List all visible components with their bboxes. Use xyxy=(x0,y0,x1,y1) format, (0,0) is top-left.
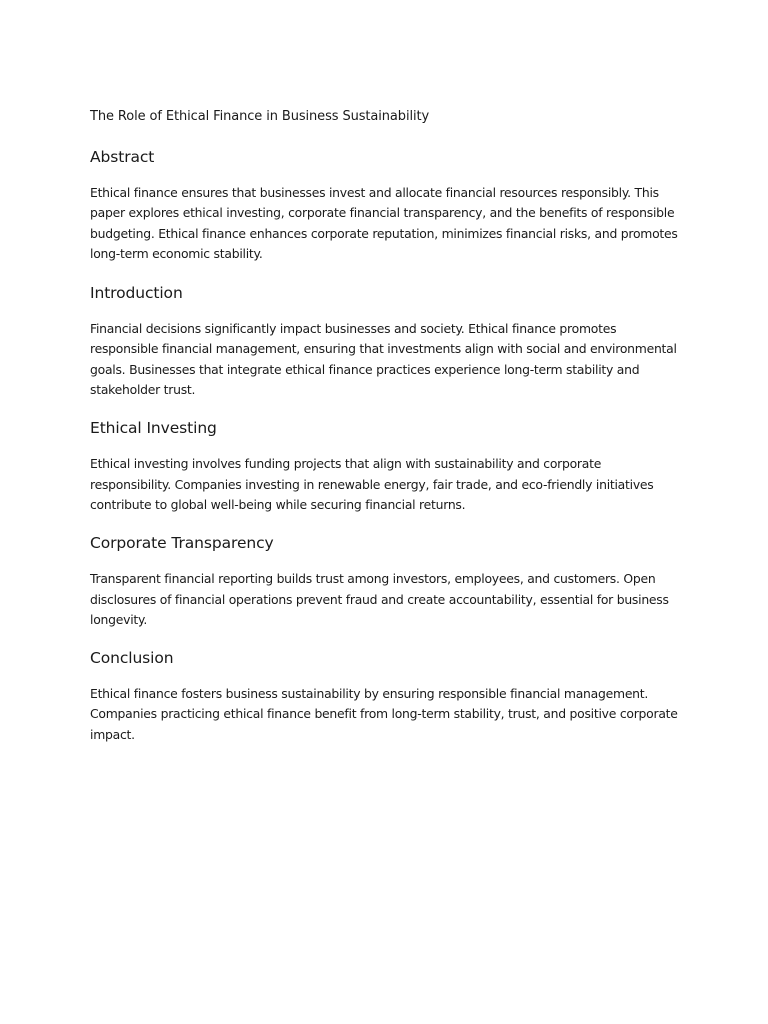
section-heading-conclusion: Conclusion xyxy=(90,649,174,668)
section-body-introduction: Financial decisions significantly impact businesses and society. Ethical finance promotes responsible financial management, ensuring that investments align with social and environmental goals. Businesses that integrate ethical finance practices experience long-term stability and stakeholder trust. xyxy=(90,321,677,398)
section-heading-abstract: Abstract xyxy=(90,148,155,166)
section-body-ethical-investing: Ethical investing involves funding projects that align with sustainability and corporate responsibility. Companies investing in renewable energy, fair trade, and eco-friendly initiatives contribute to global well-being while securing financial returns. xyxy=(90,456,654,512)
section-body-corporate-transparency: Transparent financial reporting builds trust among investors, employees, and customers. Open disclosures of financial operations prevent fraud and create accountability, essential for business longevity. xyxy=(90,571,669,627)
section-heading-introduction: Introduction xyxy=(90,284,183,303)
section-body-conclusion: Ethical finance fosters business sustainability by ensuring responsible financial management. Companies practicing ethical finance benefit from long-term stability, trust, and positive corporate impact. xyxy=(90,686,678,742)
document-page xyxy=(90,108,680,745)
document-title: The Role of Ethical Finance in Business Sustainability xyxy=(90,109,430,124)
section-heading-corporate-transparency: Corporate Transparency xyxy=(90,534,274,553)
section-heading-ethical-investing: Ethical Investing xyxy=(90,419,217,438)
section-body-abstract: Ethical finance ensures that businesses invest and allocate financial resources responsibly. This paper explores ethical investing, corporate financial transparency, and the benefits of responsible budgeting. Ethical finance enhances corporate reputation, minimizes financial risks, and promotes long-term economic stability. xyxy=(90,185,678,261)
